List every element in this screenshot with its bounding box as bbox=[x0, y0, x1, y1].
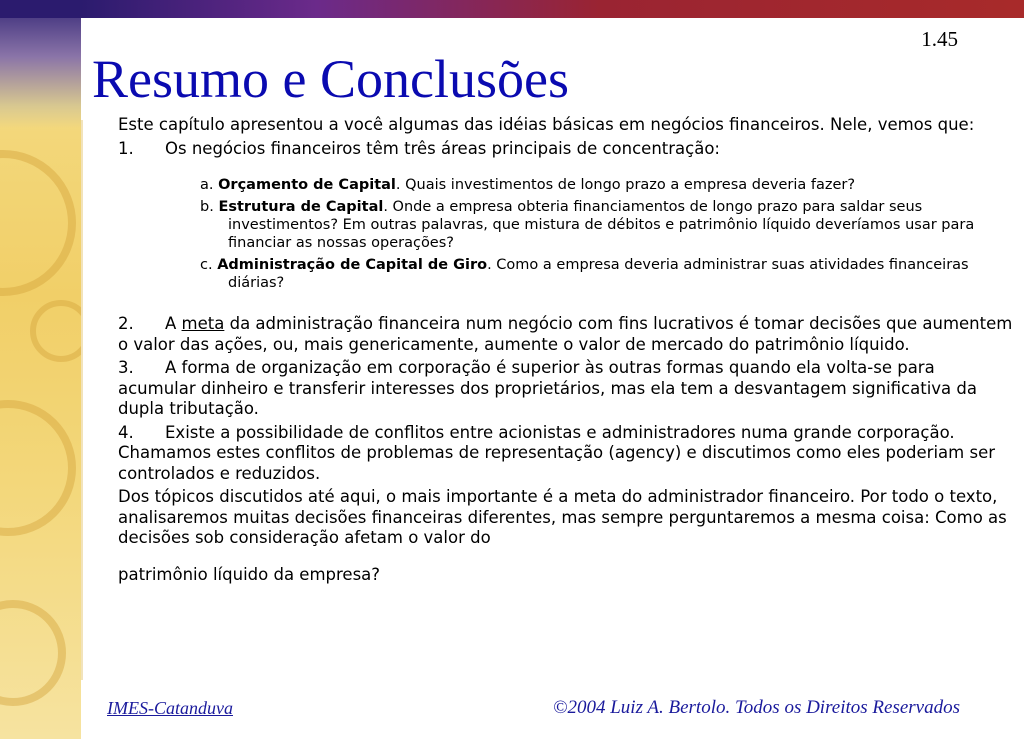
strip-gradient-band bbox=[0, 18, 81, 128]
slide-body bbox=[118, 115, 1014, 585]
point-number: 4. bbox=[118, 422, 134, 442]
strip-edge-line bbox=[81, 120, 83, 680]
point-text: Os negócios financeiros têm três áreas principais de concentração: bbox=[165, 138, 720, 158]
sub-list bbox=[118, 176, 1014, 292]
footer-copyright: ©2004 Luiz A. Bertolo. Todos os Direitos Reservados bbox=[553, 697, 960, 718]
gear-watermark bbox=[0, 400, 76, 536]
sub-item-b: b. Estrutura de Capital. Onde a empresa obteria financiamentos de longo prazo para saldar seus investimentos? Em outras palavras, que mistura de débitos e patrimônio líquido deveríamos usar para financiar as nossas operações? bbox=[200, 199, 975, 251]
point-4: 4. Existe a possibilidade de conflitos entre acionistas e administradores numa grande corporação. Chamamos estes conflitos de problemas de representação (agency) e discutimos como eles poderiam ser controlados e reduzidos. bbox=[118, 422, 996, 483]
decorative-side-strip bbox=[0, 0, 81, 739]
intro-paragraph: Este capítulo apresentou a você algumas das idéias básicas em negócios financeiros. Nele, vemos que: bbox=[118, 115, 975, 134]
footer-institution: IMES-Catanduva bbox=[107, 698, 233, 718]
closing-paragraph-end: patrimônio líquido da empresa? bbox=[118, 564, 381, 584]
slide-title: Resumo e Conclusões bbox=[92, 49, 569, 109]
sub-item-term: Orçamento de Capital bbox=[218, 177, 396, 193]
sub-item-term: Estrutura de Capital bbox=[218, 199, 384, 215]
meta-keyword: meta bbox=[181, 314, 225, 333]
point-number: 2. bbox=[118, 314, 134, 333]
gear-watermark bbox=[0, 600, 66, 706]
sub-item-c: c. Administração de Capital de Giro. Como a empresa deveria administrar suas atividades financeiras diárias? bbox=[200, 257, 969, 291]
slide-number: 1.45 bbox=[921, 27, 958, 51]
gear-watermark bbox=[30, 300, 81, 362]
point-3: 3. A forma de organização em corporação é superior às outras formas quando ela volta-se para acumular dinheiro e transferir interesses dos proprietários, mas ela tem a desvantagem significativa da dupla tributação. bbox=[118, 358, 977, 418]
sub-item-term: Administração de Capital de Giro bbox=[217, 257, 488, 273]
point-2: 2. A meta da administração financeira num negócio com fins lucrativos é tomar decisões que aumentem o valor das ações, ou, mais genericamente, aumente o valor de mercado do patrimônio líquido. bbox=[118, 314, 1013, 354]
top-gradient-bar bbox=[81, 0, 1024, 18]
closing-paragraph: Dos tópicos discutidos até aqui, o mais importante é a meta do administrador financeiro. Por todo o texto, analisaremos muitas decisões financeiras diferentes, mas sempre perguntaremos a mesma coisa: Como as decisões sob consideração afetam o valor do bbox=[118, 487, 1007, 547]
point-number: 1. bbox=[118, 138, 134, 158]
point-number: 3. bbox=[118, 358, 134, 377]
sub-item-a: a. Orçamento de Capital. Quais investimentos de longo prazo a empresa deveria fazer? bbox=[200, 177, 856, 193]
strip-corner bbox=[0, 0, 81, 18]
gear-watermark bbox=[0, 150, 76, 296]
point-1 bbox=[118, 139, 1014, 160]
